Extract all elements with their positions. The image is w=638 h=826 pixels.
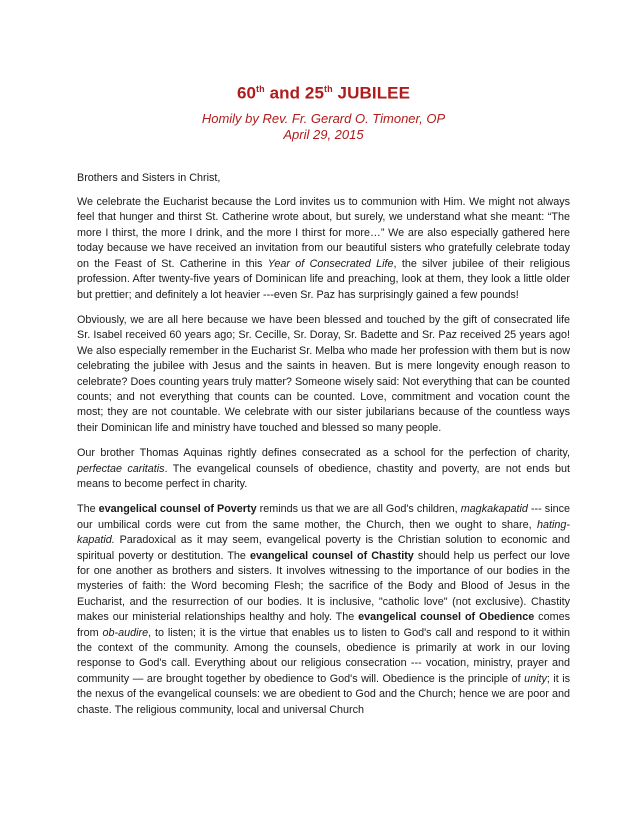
title-number-25: and 25	[264, 83, 325, 103]
p4-seg-6: comes from	[77, 611, 570, 639]
title-number-60: 60	[236, 83, 257, 103]
salutation: Brothers and Sisters in Christ,	[77, 171, 221, 184]
p4-seg-4: Paradoxical as it may seem, evangelical poverty is the Christian solution to economic and spiritual poverty or destitution. The	[77, 534, 570, 562]
paragraph-1-text-c: , the silver jubilee of their religious profession. After twenty-five years of Dominican life and preaching, look at them, they look a little older but prettier; and definitely a lot heavier ---even Sr. Paz has surprisingly gained a few pounds!	[77, 257, 571, 301]
p4-seg-1: The	[77, 503, 99, 516]
ob-audire: ob-audire	[102, 626, 149, 639]
paragraph-3-text-a: Our brother Thomas Aquinas rightly defines consecrated as a school for the perfection of charity,	[77, 447, 570, 460]
perfectae-caritatis: perfectae caritatis	[77, 462, 165, 475]
title-superscript-2: th	[324, 84, 333, 94]
hating-kapatid: hating-kapatid.	[77, 518, 570, 547]
p4-seg-8: ; it is the nexus of the evangelical counsels: we are obedient to God and the Church; hence we are poor and chaste. The religious community, local and universal Church	[77, 672, 570, 716]
year-of-consecrated-life: Year of Consecrated Life	[267, 257, 394, 270]
p4-seg-3: --- since our umbilical cords were cut from the same mother, the Church, then we ought to share,	[77, 503, 570, 531]
paragraph-3-text-c: . The evangelical counsels of obedience, chastity and poverty, are not ends but means to become perfect in charity.	[77, 462, 570, 490]
title-jubilee: JUBILEE	[332, 83, 411, 103]
paragraph-3	[77, 446, 570, 492]
homily-date: April 29, 2015	[283, 126, 364, 142]
unity: unity	[524, 672, 547, 685]
p4-seg-7: , to listen; it is the virtue that enables us to listen to God's call and respond to it within the context of the community. Among the counsels, obedience is primarily at work in our loving response to God's call. Everything about our religious consecration --- vocation, ministry, prayer and community — are brought together by obedience to God's will. Obedience is the principle of	[77, 626, 570, 685]
p4-seg-5: should help us perfect our love for one another as brothers and sisters. It involves witnessing to the importance of our bodies in the mysteries of faith: the Word becoming Flesh; the sacrifice of the Body and Blood of Jesus in the Eucharist, and the resurrection of our bodies. It is inclusive, "catholic love" (not exclusive). Chastity makes our ministerial relationships healthy and holy. The	[77, 549, 570, 624]
paragraph-4	[77, 502, 570, 718]
document-title	[77, 78, 570, 105]
p4-seg-2: reminds us that we are all God's children,	[256, 503, 461, 516]
document-body	[77, 171, 570, 718]
counsel-chastity: evangelical counsel of Chastity	[249, 549, 414, 562]
document-header	[77, 78, 570, 143]
paragraph-1	[77, 195, 570, 303]
magkakapatid: magkakapatid	[460, 503, 528, 516]
counsel-poverty: evangelical counsel of Poverty	[98, 503, 257, 516]
homily-byline: Homily by Rev. Fr. Gerard O. Timoner, OP	[201, 110, 446, 126]
title-superscript-1: th	[256, 84, 265, 94]
counsel-obedience: evangelical counsel of Obedience	[358, 611, 535, 624]
paragraph-1-text-a: We celebrate the Eucharist because the Lord invites us to communion with Him. We might not always feel that hunger and thirst St. Catherine wrote about, but surely, we understand what she meant: “The more I thirst, the more I drink, and the more I thirst for more…” We are also especially gathered here today because we have received an invitation from our beautiful sisters who gratefully celebrate today on the Feast of St. Catherine in this	[77, 196, 570, 270]
paragraph-2: Obviously, we are all here because we have been blessed and touched by the gift of consecrated life Sr. Isabel received 60 years ago; Sr. Cecille, Sr. Doray, Sr. Badette and Sr. Paz received 25 years ago! We also especially remember in the Eucharist Sr. Melba who made her profession with them but is now celebrating the jubilee with Jesus and the saints in heaven. But is mere longevity enough reason to celebrate? Does counting years truly matter? Someone wisely said: Not everything that can be counted counts; and not everything that counts can be counted. Love, commitment and vocation count the most; they are not countable. We celebrate with our sister jubilarians because of the countless ways their Dominican life and ministry have touched and blessed so many people.	[77, 313, 570, 434]
